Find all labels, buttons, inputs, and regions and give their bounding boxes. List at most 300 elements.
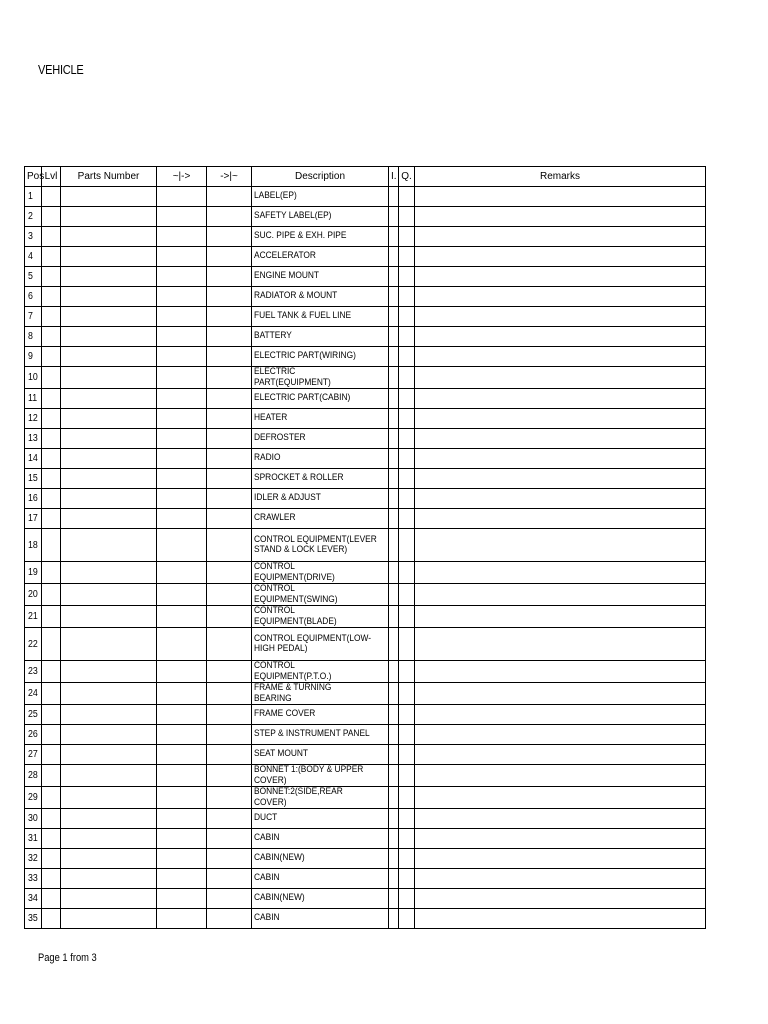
header-from: ~|-> — [157, 167, 207, 187]
row-remarks — [415, 307, 706, 327]
row-lvl — [42, 683, 61, 705]
row-lvl — [42, 347, 61, 367]
row-pos — [25, 606, 42, 628]
row-lvl — [42, 705, 61, 725]
row-pos-text: 23 — [28, 666, 38, 677]
row-q — [399, 267, 415, 287]
table-row — [25, 869, 706, 889]
row-q — [399, 628, 415, 661]
row-lvl — [42, 661, 61, 683]
row-pos-text: 2 — [28, 211, 33, 222]
row-to — [207, 207, 252, 227]
row-pos-text: 16 — [28, 493, 38, 504]
row-description-text: RADIATOR & MOUNT — [254, 290, 338, 302]
row-description — [252, 809, 389, 829]
row-parts-number — [61, 529, 157, 562]
row-parts-number — [61, 889, 157, 909]
row-i — [389, 247, 399, 267]
row-to — [207, 787, 252, 809]
row-lvl — [42, 287, 61, 307]
row-from — [157, 889, 207, 909]
row-q — [399, 909, 415, 929]
row-i — [389, 606, 399, 628]
row-i — [389, 889, 399, 909]
row-q — [399, 287, 415, 307]
row-lvl — [42, 509, 61, 529]
row-description-text: STEP & INSTRUMENT PANEL — [254, 728, 370, 740]
row-description-text: CONTROL EQUIPMENT(BLADE) — [254, 605, 337, 627]
row-pos — [25, 725, 42, 745]
row-pos-text: 25 — [28, 709, 38, 720]
table-row — [25, 327, 706, 347]
row-parts-number — [61, 227, 157, 247]
row-q — [399, 187, 415, 207]
row-i — [389, 429, 399, 449]
row-pos — [25, 227, 42, 247]
row-q — [399, 809, 415, 829]
row-from — [157, 489, 207, 509]
row-lvl — [42, 889, 61, 909]
row-description — [252, 829, 389, 849]
header-description: Description — [252, 167, 389, 187]
row-description — [252, 584, 389, 606]
row-q — [399, 787, 415, 809]
row-pos — [25, 683, 42, 705]
table-row — [25, 347, 706, 367]
row-pos — [25, 584, 42, 606]
row-q — [399, 562, 415, 584]
row-remarks — [415, 509, 706, 529]
row-description — [252, 247, 389, 267]
table-row — [25, 745, 706, 765]
row-description-text: SAFETY LABEL(EP) — [254, 210, 332, 222]
row-remarks — [415, 683, 706, 705]
row-remarks — [415, 367, 706, 389]
row-description — [252, 606, 389, 628]
row-pos — [25, 327, 42, 347]
row-pos-text: 18 — [28, 539, 38, 551]
row-lvl — [42, 562, 61, 584]
row-i — [389, 683, 399, 705]
table-row — [25, 683, 706, 705]
row-parts-number — [61, 661, 157, 683]
row-lvl — [42, 227, 61, 247]
row-parts-number — [61, 705, 157, 725]
row-from — [157, 307, 207, 327]
row-description-text: BONNET:2(SIDE,REAR COVER) — [254, 786, 343, 808]
table-row — [25, 409, 706, 429]
row-remarks — [415, 705, 706, 725]
row-pos-text: 19 — [28, 567, 38, 578]
row-to — [207, 529, 252, 562]
row-parts-number — [61, 429, 157, 449]
row-i — [389, 267, 399, 287]
row-to — [207, 829, 252, 849]
row-from — [157, 449, 207, 469]
row-to — [207, 809, 252, 829]
row-pos-text: 10 — [28, 372, 38, 383]
row-to — [207, 628, 252, 661]
row-remarks — [415, 909, 706, 929]
row-description — [252, 765, 389, 787]
row-lvl — [42, 829, 61, 849]
table-row — [25, 247, 706, 267]
row-description-text: CABIN(NEW) — [254, 852, 305, 864]
table-row — [25, 469, 706, 489]
row-remarks — [415, 529, 706, 562]
row-from — [157, 628, 207, 661]
row-to — [207, 725, 252, 745]
row-pos — [25, 849, 42, 869]
row-parts-number — [61, 267, 157, 287]
row-q — [399, 725, 415, 745]
row-i — [389, 347, 399, 367]
row-i — [389, 187, 399, 207]
row-parts-number — [61, 367, 157, 389]
row-description-text: CRAWLER — [254, 512, 296, 524]
row-pos-text: 7 — [28, 311, 33, 322]
row-q — [399, 683, 415, 705]
table-row — [25, 787, 706, 809]
row-pos — [25, 628, 42, 661]
row-remarks — [415, 489, 706, 509]
row-lvl — [42, 429, 61, 449]
row-parts-number — [61, 628, 157, 661]
row-description — [252, 367, 389, 389]
row-parts-number — [61, 469, 157, 489]
row-description-text: BATTERY — [254, 330, 292, 342]
row-parts-number — [61, 683, 157, 705]
row-description — [252, 889, 389, 909]
row-pos-text: 28 — [28, 770, 38, 781]
table-row — [25, 287, 706, 307]
table-row — [25, 584, 706, 606]
row-description — [252, 287, 389, 307]
table-row — [25, 509, 706, 529]
row-i — [389, 207, 399, 227]
row-i — [389, 909, 399, 929]
row-from — [157, 389, 207, 409]
row-pos-text: 17 — [28, 513, 38, 524]
row-description-text: ELECTRIC PART(EQUIPMENT) — [254, 366, 331, 388]
row-parts-number — [61, 187, 157, 207]
row-q — [399, 227, 415, 247]
row-pos — [25, 909, 42, 929]
row-remarks — [415, 187, 706, 207]
row-pos — [25, 247, 42, 267]
row-from — [157, 787, 207, 809]
row-pos — [25, 429, 42, 449]
row-description-text: CABIN(NEW) — [254, 892, 305, 904]
table-row — [25, 809, 706, 829]
row-description-text: FRAME & TURNING BEARING — [254, 682, 332, 704]
row-pos — [25, 661, 42, 683]
row-parts-number — [61, 562, 157, 584]
row-to — [207, 449, 252, 469]
table-row — [25, 367, 706, 389]
row-from — [157, 606, 207, 628]
row-i — [389, 809, 399, 829]
row-lvl — [42, 909, 61, 929]
row-q — [399, 247, 415, 267]
row-pos — [25, 489, 42, 509]
row-from — [157, 562, 207, 584]
row-pos — [25, 389, 42, 409]
row-i — [389, 367, 399, 389]
row-to — [207, 247, 252, 267]
row-from — [157, 287, 207, 307]
row-from — [157, 745, 207, 765]
row-description-text: FRAME COVER — [254, 708, 316, 720]
row-parts-number — [61, 207, 157, 227]
row-pos-text: 30 — [28, 813, 38, 824]
header-q: Q. — [399, 167, 415, 187]
row-to — [207, 389, 252, 409]
row-remarks — [415, 809, 706, 829]
row-description-text: ENGINE MOUNT — [254, 270, 320, 282]
row-from — [157, 725, 207, 745]
row-description — [252, 869, 389, 889]
row-lvl — [42, 765, 61, 787]
row-q — [399, 661, 415, 683]
row-from — [157, 267, 207, 287]
row-pos — [25, 829, 42, 849]
row-from — [157, 347, 207, 367]
row-remarks — [415, 469, 706, 489]
row-description — [252, 745, 389, 765]
row-pos-text: 24 — [28, 688, 38, 699]
row-description-text: SPROCKET & ROLLER — [254, 472, 344, 484]
row-pos — [25, 469, 42, 489]
row-description-text: CONTROL EQUIPMENT(P.T.O.) — [254, 660, 332, 682]
row-parts-number — [61, 829, 157, 849]
row-pos — [25, 367, 42, 389]
row-description-text: DEFROSTER — [254, 432, 306, 444]
row-remarks — [415, 347, 706, 367]
row-description-text: CABIN — [254, 872, 280, 884]
row-description-text: BONNET 1:(BODY & UPPER COVER) — [254, 764, 364, 786]
row-description — [252, 227, 389, 247]
row-to — [207, 347, 252, 367]
row-pos-text: 12 — [28, 413, 38, 424]
row-description — [252, 389, 389, 409]
row-to — [207, 562, 252, 584]
row-lvl — [42, 745, 61, 765]
row-from — [157, 367, 207, 389]
header-remarks: Remarks — [415, 167, 706, 187]
row-i — [389, 584, 399, 606]
row-parts-number — [61, 787, 157, 809]
row-pos — [25, 889, 42, 909]
row-pos-text: 3 — [28, 231, 33, 242]
row-description — [252, 489, 389, 509]
row-description — [252, 207, 389, 227]
row-remarks — [415, 849, 706, 869]
row-description-text: DUCT — [254, 812, 278, 824]
row-lvl — [42, 809, 61, 829]
table-row — [25, 389, 706, 409]
row-q — [399, 509, 415, 529]
row-to — [207, 745, 252, 765]
row-pos-text: 4 — [28, 251, 33, 262]
row-to — [207, 429, 252, 449]
row-description-text: CONTROL EQUIPMENT(LEVER STAND & LOCK LEVER) — [254, 533, 377, 555]
table-row — [25, 227, 706, 247]
row-description — [252, 683, 389, 705]
row-remarks — [415, 429, 706, 449]
row-description — [252, 628, 389, 661]
row-to — [207, 227, 252, 247]
table-row — [25, 267, 706, 287]
row-to — [207, 409, 252, 429]
row-parts-number — [61, 849, 157, 869]
row-from — [157, 869, 207, 889]
row-q — [399, 449, 415, 469]
row-lvl — [42, 529, 61, 562]
table-row — [25, 909, 706, 929]
row-parts-number — [61, 869, 157, 889]
row-from — [157, 829, 207, 849]
table-row — [25, 307, 706, 327]
row-description — [252, 409, 389, 429]
row-pos-text: 6 — [28, 291, 33, 302]
row-remarks — [415, 327, 706, 347]
row-lvl — [42, 869, 61, 889]
row-description — [252, 562, 389, 584]
row-to — [207, 661, 252, 683]
row-remarks — [415, 287, 706, 307]
row-from — [157, 909, 207, 929]
table-row — [25, 889, 706, 909]
row-to — [207, 489, 252, 509]
row-i — [389, 628, 399, 661]
row-lvl — [42, 787, 61, 809]
row-lvl — [42, 584, 61, 606]
row-to — [207, 889, 252, 909]
row-parts-number — [61, 347, 157, 367]
row-parts-number — [61, 745, 157, 765]
row-description — [252, 469, 389, 489]
row-remarks — [415, 389, 706, 409]
row-from — [157, 469, 207, 489]
row-description-text: SUC. PIPE & EXH. PIPE — [254, 230, 347, 242]
row-description-text: CONTROL EQUIPMENT(SWING) — [254, 583, 338, 605]
row-from — [157, 529, 207, 562]
row-to — [207, 469, 252, 489]
row-q — [399, 409, 415, 429]
row-to — [207, 287, 252, 307]
row-q — [399, 829, 415, 849]
row-lvl — [42, 307, 61, 327]
row-pos-text: 5 — [28, 271, 33, 282]
row-pos-text: 29 — [28, 792, 38, 803]
row-description-text: CONTROL EQUIPMENT(LOW-HIGH PEDAL) — [254, 632, 372, 654]
row-from — [157, 809, 207, 829]
row-pos — [25, 869, 42, 889]
row-description — [252, 449, 389, 469]
row-description — [252, 909, 389, 929]
row-i — [389, 307, 399, 327]
row-pos-text: 1 — [28, 191, 33, 202]
row-pos — [25, 529, 42, 562]
row-q — [399, 429, 415, 449]
row-to — [207, 683, 252, 705]
row-q — [399, 745, 415, 765]
row-q — [399, 489, 415, 509]
row-description — [252, 725, 389, 745]
row-to — [207, 869, 252, 889]
row-from — [157, 509, 207, 529]
row-pos-text: 9 — [28, 351, 33, 362]
row-to — [207, 849, 252, 869]
row-description — [252, 327, 389, 347]
row-pos — [25, 449, 42, 469]
row-i — [389, 765, 399, 787]
row-to — [207, 909, 252, 929]
row-pos-text: 8 — [28, 331, 33, 342]
row-parts-number — [61, 327, 157, 347]
row-i — [389, 787, 399, 809]
row-q — [399, 765, 415, 787]
row-q — [399, 849, 415, 869]
row-i — [389, 469, 399, 489]
row-lvl — [42, 409, 61, 429]
table-row — [25, 562, 706, 584]
row-lvl — [42, 187, 61, 207]
row-description-text: LABEL(EP) — [254, 190, 297, 202]
row-from — [157, 187, 207, 207]
row-parts-number — [61, 809, 157, 829]
row-parts-number — [61, 909, 157, 929]
table-row — [25, 705, 706, 725]
row-description-text: CABIN — [254, 832, 280, 844]
row-remarks — [415, 247, 706, 267]
row-pos — [25, 705, 42, 725]
row-to — [207, 327, 252, 347]
row-lvl — [42, 628, 61, 661]
row-i — [389, 562, 399, 584]
row-pos-text: 14 — [28, 453, 38, 464]
row-to — [207, 187, 252, 207]
row-parts-number — [61, 509, 157, 529]
row-lvl — [42, 489, 61, 509]
row-pos-text: 27 — [28, 749, 38, 760]
row-q — [399, 207, 415, 227]
row-pos-text: 35 — [28, 913, 38, 924]
row-from — [157, 584, 207, 606]
row-from — [157, 765, 207, 787]
row-from — [157, 409, 207, 429]
row-remarks — [415, 207, 706, 227]
row-remarks — [415, 725, 706, 745]
table-body — [25, 187, 706, 929]
table-row — [25, 765, 706, 787]
row-q — [399, 606, 415, 628]
row-q — [399, 889, 415, 909]
row-pos — [25, 267, 42, 287]
row-pos — [25, 765, 42, 787]
row-parts-number — [61, 287, 157, 307]
row-lvl — [42, 849, 61, 869]
row-lvl — [42, 327, 61, 347]
table-header-row — [25, 167, 706, 187]
row-pos-text: 21 — [28, 611, 38, 622]
row-description — [252, 787, 389, 809]
row-pos — [25, 347, 42, 367]
table-row — [25, 529, 706, 562]
row-remarks — [415, 562, 706, 584]
row-remarks — [415, 409, 706, 429]
